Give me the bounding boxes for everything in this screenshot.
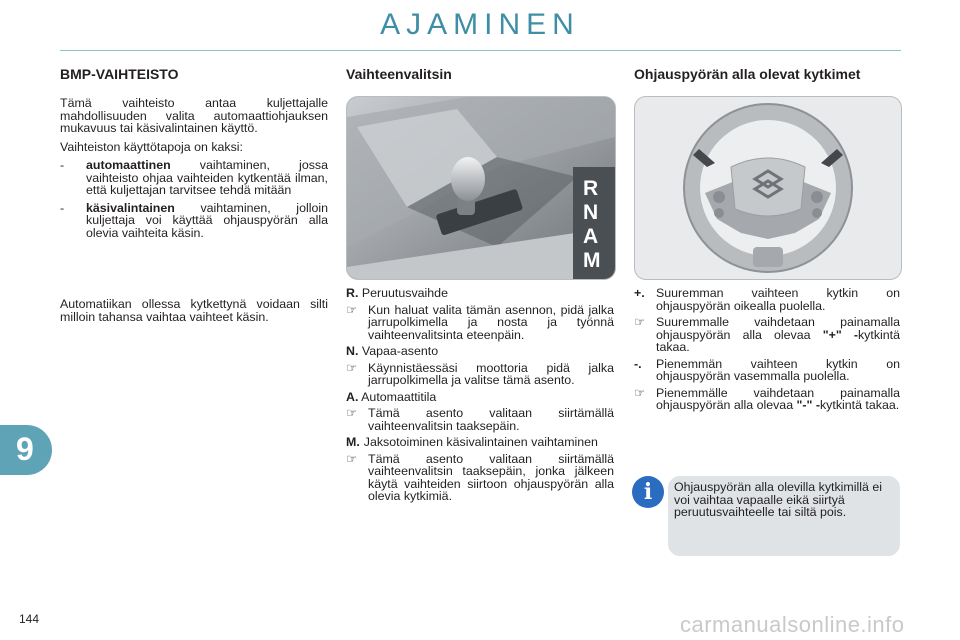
page-number: 144 <box>19 612 40 626</box>
section-heading-paddles: Ohjauspyörän alla olevat kytkimet <box>634 66 861 82</box>
paddle-code: -. <box>634 356 642 371</box>
automatic-note: Automatiikan ollessa kytkettynä voidaan silti milloin tahansa vaihtaa vaihteet käsin. <box>60 297 328 324</box>
position-code: N. <box>346 344 359 358</box>
gate-letter-n: N <box>583 201 599 224</box>
paddle-text: Pienemmän vaihteen kytkin on ohjauspyörän vasemmalla puolella. <box>656 356 900 383</box>
page-title: AJAMINEN <box>380 8 580 41</box>
column-selector <box>346 66 614 82</box>
section-heading-selector: Vaihteenvalitsin <box>346 66 452 82</box>
position-label: Jaksotoiminen käsivalintainen vaihtaminen <box>363 435 598 449</box>
position-label: Peruutusvaihde <box>358 286 448 300</box>
paddle-text-end: kytkintä takaa. <box>656 327 900 354</box>
steering-wheel-drawing <box>635 97 901 279</box>
paddle-key: "+" - <box>822 327 858 342</box>
position-code: R. <box>346 286 359 300</box>
position-instruction: Tämä asento valitaan siirtämällä vaihteenvalitsin taaksepäin, jonka jälkeen käytä vaihteiden siirtoon ohjauspyörän alla olevia kytkimiä. <box>368 451 614 503</box>
mode-term: automaattinen <box>86 158 171 172</box>
info-icon: i <box>632 476 664 508</box>
hand-icon: ☞ <box>346 451 358 466</box>
mode-text: vaihtaminen, jolloin kuljettaja voi käyttää ohjauspyörän alla olevia vaihteita käsin. <box>86 200 328 240</box>
intro-paragraph: Tämä vaihteisto antaa kuljettajalle mahdollisuuden valita automaattiohjauksen mukavuus tai käsivalintainen käyttö. <box>60 96 328 135</box>
mode-item-manual <box>60 202 328 240</box>
chapter-number: 9 <box>16 431 34 467</box>
mode-dash: - <box>60 200 65 215</box>
info-text: Ohjauspyörän alla olevilla kytkimillä ei voi vaihtaa vapaalle eikä siirtyä peruutusvaihteelle tai siltä pois. <box>674 480 882 519</box>
position-label: Vapaa-asento <box>358 344 439 358</box>
hand-icon: ☞ <box>346 302 358 317</box>
gate-letter-m: M <box>583 249 601 272</box>
position-label: Automaattitila <box>358 389 437 404</box>
paddle-code: +. <box>634 286 645 300</box>
gear-selector-drawing <box>347 97 615 279</box>
mode-term: käsivalintainen <box>86 200 175 215</box>
mode-dash: - <box>60 158 65 172</box>
hand-icon: ☞ <box>346 360 358 375</box>
column-bmp <box>60 66 328 323</box>
paddle-text: Pienemmälle vaihdetaan painamalla ohjauspyörän alla olevaa <box>656 385 900 412</box>
paddle-text-end: kytkintä takaa. <box>819 398 900 412</box>
gate-letters <box>583 177 601 273</box>
steering-wheel-illustration <box>634 96 902 280</box>
gear-selector-illustration <box>346 96 616 280</box>
paddle-text: Suuremman vaihteen kytkin on ohjauspyörän oikealla puolella. <box>656 286 900 313</box>
hand-icon: ☞ <box>634 385 646 400</box>
paddle-instructions <box>634 287 900 412</box>
position-item-n <box>346 345 614 387</box>
chapter-tab <box>0 425 52 475</box>
position-item-m <box>346 436 614 503</box>
mode-text: vaihtaminen, jossa vaihteisto ohjaa vaihteiden kytkentää ilman, että kuljettajan tarvitsee tehdä mitään <box>86 158 328 197</box>
paddle-item-plus <box>634 287 900 312</box>
position-instruction: Tämä asento valitaan siirtämällä vaihteenvalitsin taaksepäin. <box>368 406 614 433</box>
position-instruction: Käynnistäessäsi moottoria pidä jalka jarrupolkimella ja valitse tämä asento. <box>368 360 614 387</box>
position-item-r <box>346 287 614 341</box>
position-code: A. <box>346 389 359 404</box>
mode-item-automatic <box>60 159 328 197</box>
modes-lead: Vaihteiston käyttötapoja on kaksi: <box>60 139 243 154</box>
section-heading-bmp: BMP-VAIHTEISTO <box>60 66 179 82</box>
position-instruction: Kun haluat valita tämän asennon, pidä jalka jarrupolkimella ja nosta ja työnnä vaihteenvalitsinta eteenpäin. <box>368 302 614 342</box>
paddle-text: Suuremmalle vaihdetaan painamalla ohjauspyörän alla olevaa <box>656 315 900 342</box>
gate-letter-a: A <box>583 225 599 248</box>
info-box <box>668 476 900 556</box>
paddle-item-upshift <box>634 316 900 354</box>
paddle-item-downshift <box>634 387 900 412</box>
watermark: carmanualsonline.info <box>680 612 905 637</box>
gate-letter-r: R <box>583 177 599 200</box>
selector-positions-list <box>346 287 614 503</box>
hand-icon: ☞ <box>346 406 358 420</box>
hand-icon: ☞ <box>634 315 646 329</box>
column-paddles <box>634 66 902 82</box>
position-item-a <box>346 391 614 433</box>
paddle-key: "-" - <box>796 398 820 412</box>
title-divider <box>60 50 901 51</box>
paddle-item-minus <box>634 358 900 383</box>
position-code: M. <box>346 435 360 449</box>
